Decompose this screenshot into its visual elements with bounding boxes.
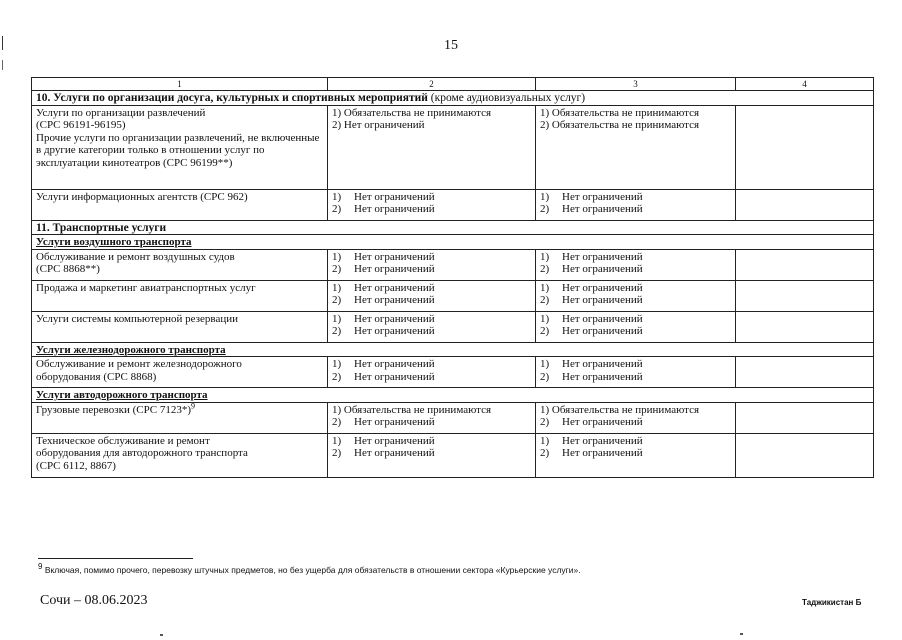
subsection-row-air [32,235,874,250]
service-cell [32,357,328,388]
commitment-text: Нет ограничений [562,281,643,294]
commitment-text: 1) Обязательства не принимаются [332,403,492,416]
commitment-text: 2) Нет ограничений [332,119,425,131]
item-number: 1) [332,312,342,325]
commitment-text: Нет ограничений [354,263,435,275]
commitment-text: 2) Обязательства не принимаются [540,119,700,131]
commitment-text: 1) Обязательства не принимаются [332,106,492,119]
item-number: 2) [540,325,550,337]
footnote-text: Включая, помимо прочего, перевозку штучных предметов, но без ущерба для обязательств в отношении сектора «Курьерские услуги». [42,565,581,575]
item-number: 1) [540,434,550,447]
footer-country-code: Таджикистан Б [802,598,862,607]
market-access-cell [328,311,536,342]
page-number: 15 [444,38,458,53]
subsection-row-road [32,388,874,403]
service-name: Услуги информационных агентств (CPC 962) [36,190,248,203]
commitment-text: Нет ограничений [562,370,643,383]
market-access-cell [328,105,536,189]
table-row [32,357,874,388]
item-number: 2) [332,416,342,428]
section-row-10 [32,91,874,106]
subsection-title: Услуги железнодорожного транспорта [32,342,874,357]
subsection-title: Услуги автодорожного транспорта [32,388,874,403]
service-cell [32,402,328,433]
commitment-text: Нет ограничений [562,190,643,203]
additional-commitments-cell [736,189,874,220]
additional-commitments-cell [736,311,874,342]
item-number: 2) [540,203,550,215]
item-number: 1) [540,190,550,203]
commitment-text: Нет ограничений [354,325,435,337]
additional-commitments-cell [736,357,874,388]
service-cell [32,105,328,189]
national-treatment-cell [536,357,736,388]
scan-speck [740,633,743,635]
commitments-table [31,77,874,478]
service-name: Обслуживание и ремонт железнодорожного [36,358,242,370]
column-number: 1 [32,78,328,91]
commitment-text: 1) Обязательства не принимаются [540,106,700,119]
service-code: (CPC 96191-96195) [36,119,126,131]
subsection-row-rail [32,342,874,357]
item-number: 1) [332,434,342,447]
market-access-cell [328,357,536,388]
service-cell [32,249,328,280]
footnote [38,562,581,575]
item-number: 2) [332,325,342,337]
item-number: 2) [540,447,550,459]
item-number: 1) [332,250,342,263]
scan-margin-mark [2,60,3,70]
service-cell [32,189,328,220]
commitment-text: Нет ограничений [354,203,435,215]
commitment-text: Нет ограничений [354,447,435,459]
market-access-cell [328,249,536,280]
table-row [32,189,874,220]
commitment-text: 1) Обязательства не принимаются [540,403,700,416]
item-number: 1) [540,281,550,294]
service-cell [32,311,328,342]
footnote-marker: 9 [38,562,43,572]
item-number: 2) [540,263,550,275]
commitment-text: Нет ограничений [354,190,435,203]
additional-commitments-cell [736,402,874,433]
market-access-cell [328,433,536,477]
commitment-text: Нет ограничений [354,250,435,263]
item-number: 2) [540,294,550,306]
service-name: Услуги по организации развлечений [36,106,206,119]
section-row-11 [32,220,874,235]
table-row [32,280,874,311]
service-code: (CPC 8868**) [36,263,100,275]
market-access-cell [328,189,536,220]
item-number: 2) [332,370,342,383]
commitment-text: Нет ограничений [562,416,643,428]
commitment-text: Нет ограничений [562,203,643,215]
scan-speck [160,634,163,636]
item-number: 2) [540,370,550,383]
item-number: 1) [540,358,550,370]
commitment-text: Нет ограничений [354,294,435,306]
section-title-bold: 10. Услуги по организации досуга, культурных и спортивных мероприятий [36,92,428,104]
item-number: 1) [540,312,550,325]
commitment-text: Нет ограничений [354,434,435,447]
column-number-row [32,78,874,91]
service-name: Продажа и маркетинг авиатранспортных услуг [36,281,256,294]
national-treatment-cell [536,105,736,189]
service-cell [32,280,328,311]
additional-commitments-cell [736,280,874,311]
commitment-text: Нет ограничений [562,250,643,263]
national-treatment-cell [536,280,736,311]
commitment-text: Нет ограничений [354,312,435,325]
commitment-text: Нет ограничений [354,416,435,428]
column-number: 2 [328,78,536,91]
item-number: 2) [332,203,342,215]
service-code: оборудования (CPC 8868) [36,370,157,383]
table-row [32,311,874,342]
service-code: (CPC 6112, 8867) [36,459,116,472]
column-number: 4 [736,78,874,91]
item-number: 2) [332,447,342,459]
table-row [32,433,874,477]
subsection-title: Услуги воздушного транспорта [32,235,874,250]
service-cell [32,433,328,477]
national-treatment-cell [536,189,736,220]
section-title: 11. Транспортные услуги [32,220,874,235]
item-number: 1) [540,250,550,263]
item-number: 1) [332,190,342,203]
item-number: 1) [332,358,342,370]
commitment-text: Нет ограничений [562,434,643,447]
table-row [32,105,874,189]
item-number: 2) [332,263,342,275]
commitment-text: Нет ограничений [562,263,643,275]
additional-commitments-cell [736,105,874,189]
table-row [32,249,874,280]
footer-date: Сочи – 08.06.2023 [40,593,148,608]
additional-commitments-cell [736,433,874,477]
section-title [32,91,874,106]
commitment-text: Нет ограничений [562,312,643,325]
commitment-text: Нет ограничений [354,370,435,383]
service-name: Услуги системы компьютерной резервации [36,312,238,325]
service-name: Прочие услуги по организации развлечений, не включенные в другие категории только в отношении услуг по эксплуатации кинотеатров (CPC 96199**) [36,131,320,169]
section-title-note: (кроме аудиовизуальных услуг) [427,92,586,104]
commitment-text: Нет ограничений [562,358,643,370]
service-name: Грузовые перевозки (CPC 7123*) [36,403,191,416]
service-name: Обслуживание и ремонт воздушных судов [36,250,235,263]
commitment-text: Нет ограничений [562,447,643,459]
market-access-cell [328,402,536,433]
commitment-text: Нет ограничений [354,358,435,370]
item-number: 2) [540,416,550,428]
national-treatment-cell [536,433,736,477]
service-name: Техническое обслуживание и ремонт [36,434,210,447]
national-treatment-cell [536,311,736,342]
service-name: оборудования для автодорожного транспорта [36,447,248,459]
market-access-cell [328,280,536,311]
column-number: 3 [536,78,736,91]
item-number: 1) [332,281,342,294]
commitment-text: Нет ограничений [562,325,643,337]
national-treatment-cell [536,402,736,433]
footnote-separator [38,558,193,559]
table-row [32,402,874,433]
national-treatment-cell [536,249,736,280]
commitment-text: Нет ограничений [562,294,643,306]
footnote-reference: 9 [190,400,195,410]
commitment-text: Нет ограничений [354,281,435,294]
item-number: 2) [332,294,342,306]
additional-commitments-cell [736,249,874,280]
